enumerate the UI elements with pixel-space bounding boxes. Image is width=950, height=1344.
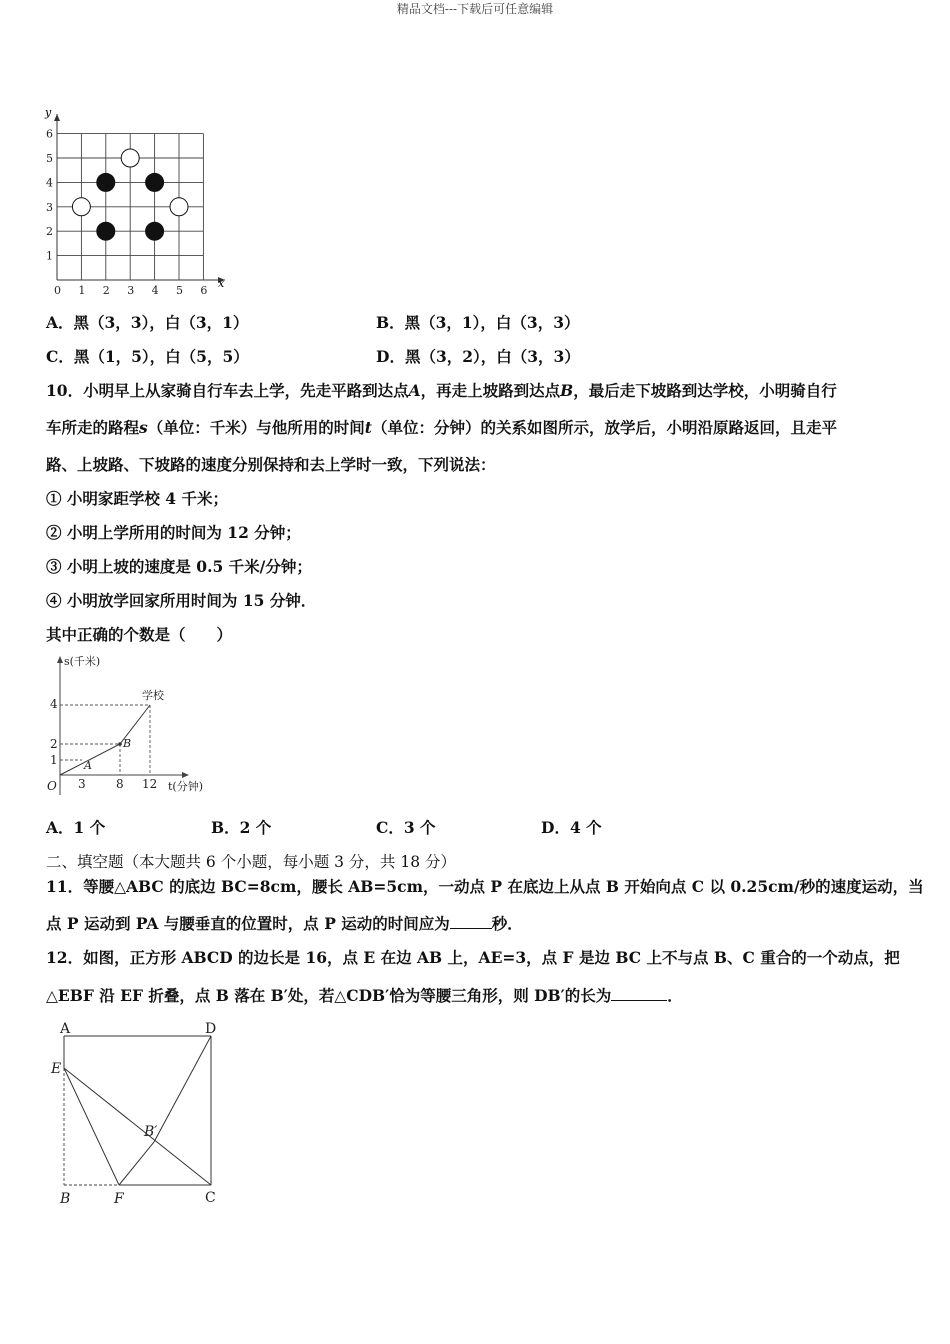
- q12-segment-b-prime-d: [154, 1036, 211, 1142]
- black-stone: [146, 173, 164, 191]
- page-header: 精品文档---下载后可任意编辑: [396, 2, 554, 16]
- q10-question: 其中正确的个数是（ ）: [46, 625, 233, 644]
- q12-segment-ef: [64, 1068, 119, 1185]
- q9-option-a: A．黑（3，3），白（3，1）: [46, 313, 249, 332]
- q10-statement-1: ① 小明家距学校 4 千米；: [46, 489, 228, 508]
- q9-y-tick: 4: [46, 176, 53, 190]
- q12-label-f: F: [114, 1191, 124, 1207]
- q10-option-b: B．2 个: [211, 818, 272, 837]
- q9-option-b: B．黑（3，1），白（3，3）: [376, 313, 580, 332]
- q12-figure: [40, 1016, 240, 1212]
- q10-y-tick-1: 1: [50, 753, 58, 767]
- q9-y-tick: 6: [46, 127, 53, 141]
- q10-option-a: A．1 个: [46, 818, 106, 837]
- white-stone: [72, 198, 90, 216]
- q10-x-tick-12: 12: [142, 777, 158, 791]
- q11-line-1: 11．等腰△ABC 的底边 BC=8cm，腰长 AB=5cm，一动点 P 在底边上从点 B 开始向点 C 以 0.25cm/秒的速度运动，当: [46, 877, 924, 896]
- q9-x-tick: 4: [151, 284, 159, 296]
- q9-x-tick: 0: [54, 284, 61, 296]
- q10-y-label: s(千米): [64, 655, 101, 668]
- black-stone: [97, 222, 115, 240]
- q11-answer-blank: [450, 914, 492, 929]
- q10-statement-4: ④ 小明放学回家所用时间为 15 分钟．: [46, 591, 317, 610]
- q10-y-tick-2: 2: [50, 737, 58, 751]
- q10-label-b: B: [123, 737, 132, 750]
- black-stone: [146, 222, 164, 240]
- q12-label-b-prime: B′: [144, 1124, 158, 1140]
- white-stone: [170, 198, 188, 216]
- q9-x-tick: 3: [127, 284, 135, 296]
- q10-x-tick-8: 8: [116, 777, 124, 791]
- q9-y-arrow: [54, 114, 60, 121]
- q10-y-tick-4: 4: [50, 697, 58, 711]
- q10-option-c: C．3 个: [376, 818, 436, 837]
- q12-label-d: D: [205, 1021, 217, 1037]
- q10-option-d: D．4 个: [541, 818, 602, 837]
- white-stone: [121, 149, 139, 167]
- q9-x-label: x: [218, 277, 225, 290]
- q9-y-tick: 2: [46, 225, 53, 239]
- q9-y-tick: 5: [46, 152, 53, 165]
- q12-label-c: C: [205, 1190, 216, 1206]
- q10-graph: [44, 650, 219, 802]
- q10-statement-3: ③ 小明上坡的速度是 0.5 千米/分钟；: [46, 557, 312, 576]
- q10-statement-2: ② 小明上学所用的时间为 12 分钟；: [46, 523, 301, 542]
- q10-line-1: 10．小明早上从家骑自行车去上学，先走平路到达点A，再走上坡路到达点B，最后走下坡路到达学校，小明骑自行: [46, 381, 837, 400]
- q9-y-label: y: [45, 106, 52, 119]
- q12-line-1: 12．如图，正方形 ABCD 的边长是 16，点 E 在边 AB 上，AE=3，点 F 是边 BC 上不与点 B、C 重合的一个动点，把: [46, 948, 900, 967]
- q10-line-3: 路、上坡路、下坡路的速度分别保持和去上学时一致，下列说法：: [46, 455, 496, 474]
- q10-x-label: t(分钟): [168, 780, 204, 793]
- q9-x-tick: 1: [78, 284, 86, 296]
- q10-x-tick-3: 3: [78, 777, 86, 791]
- q9-x-tick: 2: [102, 284, 110, 296]
- q10-label-a: A: [84, 759, 92, 772]
- q9-option-d: D．黑（3，2），白（3，3）: [376, 347, 580, 366]
- q12-answer-blank: [611, 986, 667, 1001]
- q12-segment-fb-prime: [119, 1142, 154, 1185]
- section-2-title: 二、填空题（本大题共 6 个小题，每小题 3 分，共 18 分）: [46, 853, 457, 871]
- q10-line-2: 车所走的路程s（单位：千米）与他所用的时间t（单位：分钟）的关系如图所示，放学后，小明沿原路返回，且走平: [46, 418, 837, 437]
- q12-label-e: E: [51, 1061, 62, 1077]
- q9-grid-figure: [40, 104, 240, 296]
- q9-y-tick: 3: [46, 200, 53, 214]
- q12-line-2: △EBF 沿 EF 折叠，点 B 落在 B′处，若△CDB′恰为等腰三角形，则 DB′的长为 ．: [46, 986, 683, 1005]
- q10-point-b: [118, 742, 122, 746]
- q9-option-c: C．黑（1，5），白（5，5）: [46, 347, 249, 366]
- q10-path-line: [60, 705, 150, 775]
- q11-line-2: 点 P 运动到 PA 与腰垂直的位置时，点 P 运动的时间应为 秒．: [46, 914, 523, 933]
- q10-origin: O: [47, 779, 57, 793]
- black-stone: [97, 173, 115, 191]
- q9-x-tick: 6: [200, 284, 208, 296]
- q12-label-b: B: [60, 1191, 71, 1207]
- q9-y-tick: 1: [46, 249, 53, 263]
- q12-label-a: A: [60, 1021, 71, 1037]
- q12-segment-ec: [64, 1068, 211, 1185]
- q10-label-school: 学校: [142, 689, 164, 702]
- q9-x-tick: 5: [176, 284, 183, 296]
